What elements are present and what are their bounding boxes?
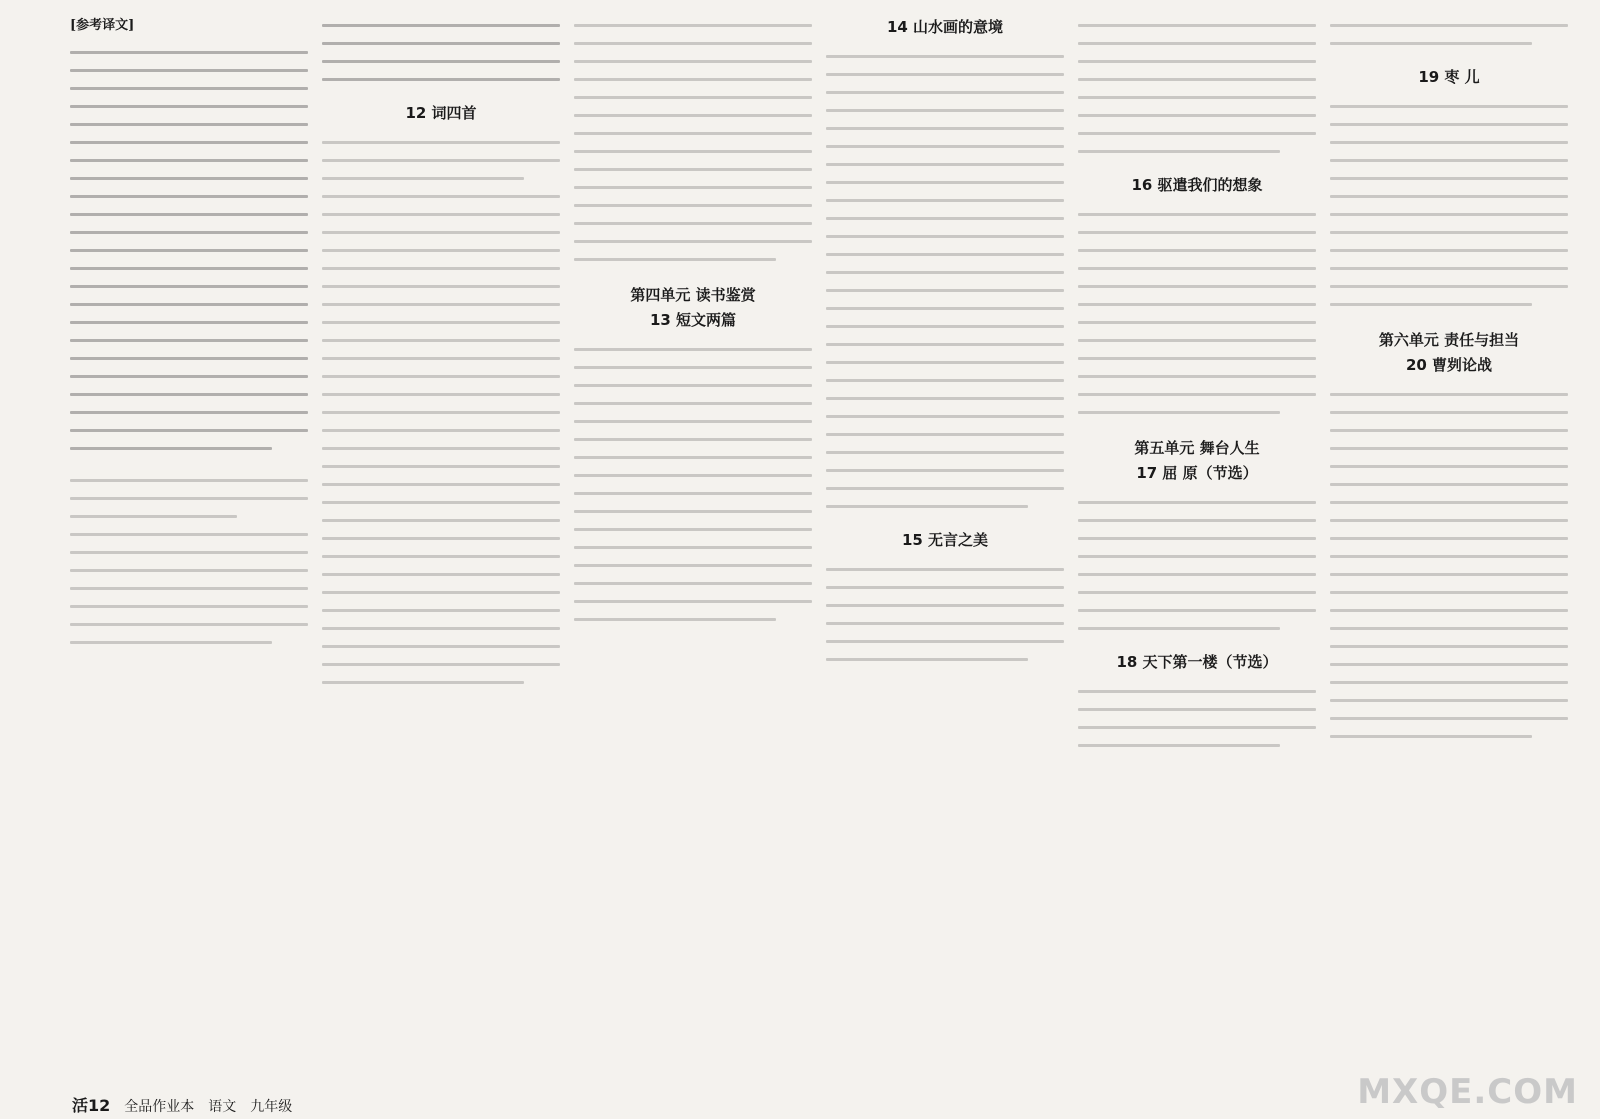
book-name: 全品作业本: [124, 1099, 195, 1115]
answer-text-block: [1078, 12, 1316, 170]
answer-text-block: [322, 129, 560, 701]
lesson-title: 16 驱遣我们的想象: [1131, 176, 1263, 194]
answer-key-page: [70, 12, 1580, 1092]
answer-text-block: [1078, 489, 1316, 647]
answer-text-block: [70, 467, 308, 661]
unit-title: 第六单元 责任与担当: [1378, 331, 1520, 349]
site-watermark: MXQE.COM: [1357, 1072, 1578, 1112]
answer-text-block: [1078, 201, 1316, 431]
grade-label: 九年级: [250, 1099, 293, 1115]
answer-text-block: [826, 43, 1064, 525]
unit-title: 第四单元 读书鉴赏: [630, 286, 756, 304]
handwritten-translation-text: [322, 12, 560, 98]
lesson-title: 13 短文两篇: [649, 311, 737, 329]
lesson-title: 18 天下第一楼（节选）: [1116, 653, 1278, 671]
column-5: [1078, 12, 1316, 1090]
answer-text-block: [1330, 381, 1568, 755]
column-6: [1330, 12, 1568, 1090]
column-3: [574, 12, 812, 1090]
answer-text-block: [1078, 678, 1316, 764]
lesson-title: 14 山水画的意境: [886, 18, 1004, 36]
column-1: [70, 12, 308, 1090]
column-4: [826, 12, 1064, 1090]
answer-text-block: [574, 12, 812, 278]
answer-text-block: [1330, 93, 1568, 323]
column-2: [322, 12, 560, 1090]
lesson-title: 20 曹刿论战: [1405, 356, 1493, 374]
lesson-title: 15 无言之美: [901, 531, 989, 549]
subject-label: 语文: [208, 1099, 237, 1115]
unit-title: 第五单元 舞台人生: [1134, 439, 1260, 457]
page-number: 活12: [72, 1096, 111, 1115]
page-footer: [72, 1093, 292, 1116]
answer-text-block: [574, 336, 812, 638]
lesson-title: 17 屈 原（节选）: [1136, 464, 1258, 482]
lesson-title: 19 枣 儿: [1418, 68, 1480, 86]
answer-text-block: [1330, 12, 1568, 62]
lesson-title: 12 词四首: [405, 104, 477, 122]
answer-text-block: [826, 556, 1064, 678]
handwritten-translation-text: [70, 39, 308, 467]
reference-translation-tag: [参考译文]: [70, 18, 135, 33]
